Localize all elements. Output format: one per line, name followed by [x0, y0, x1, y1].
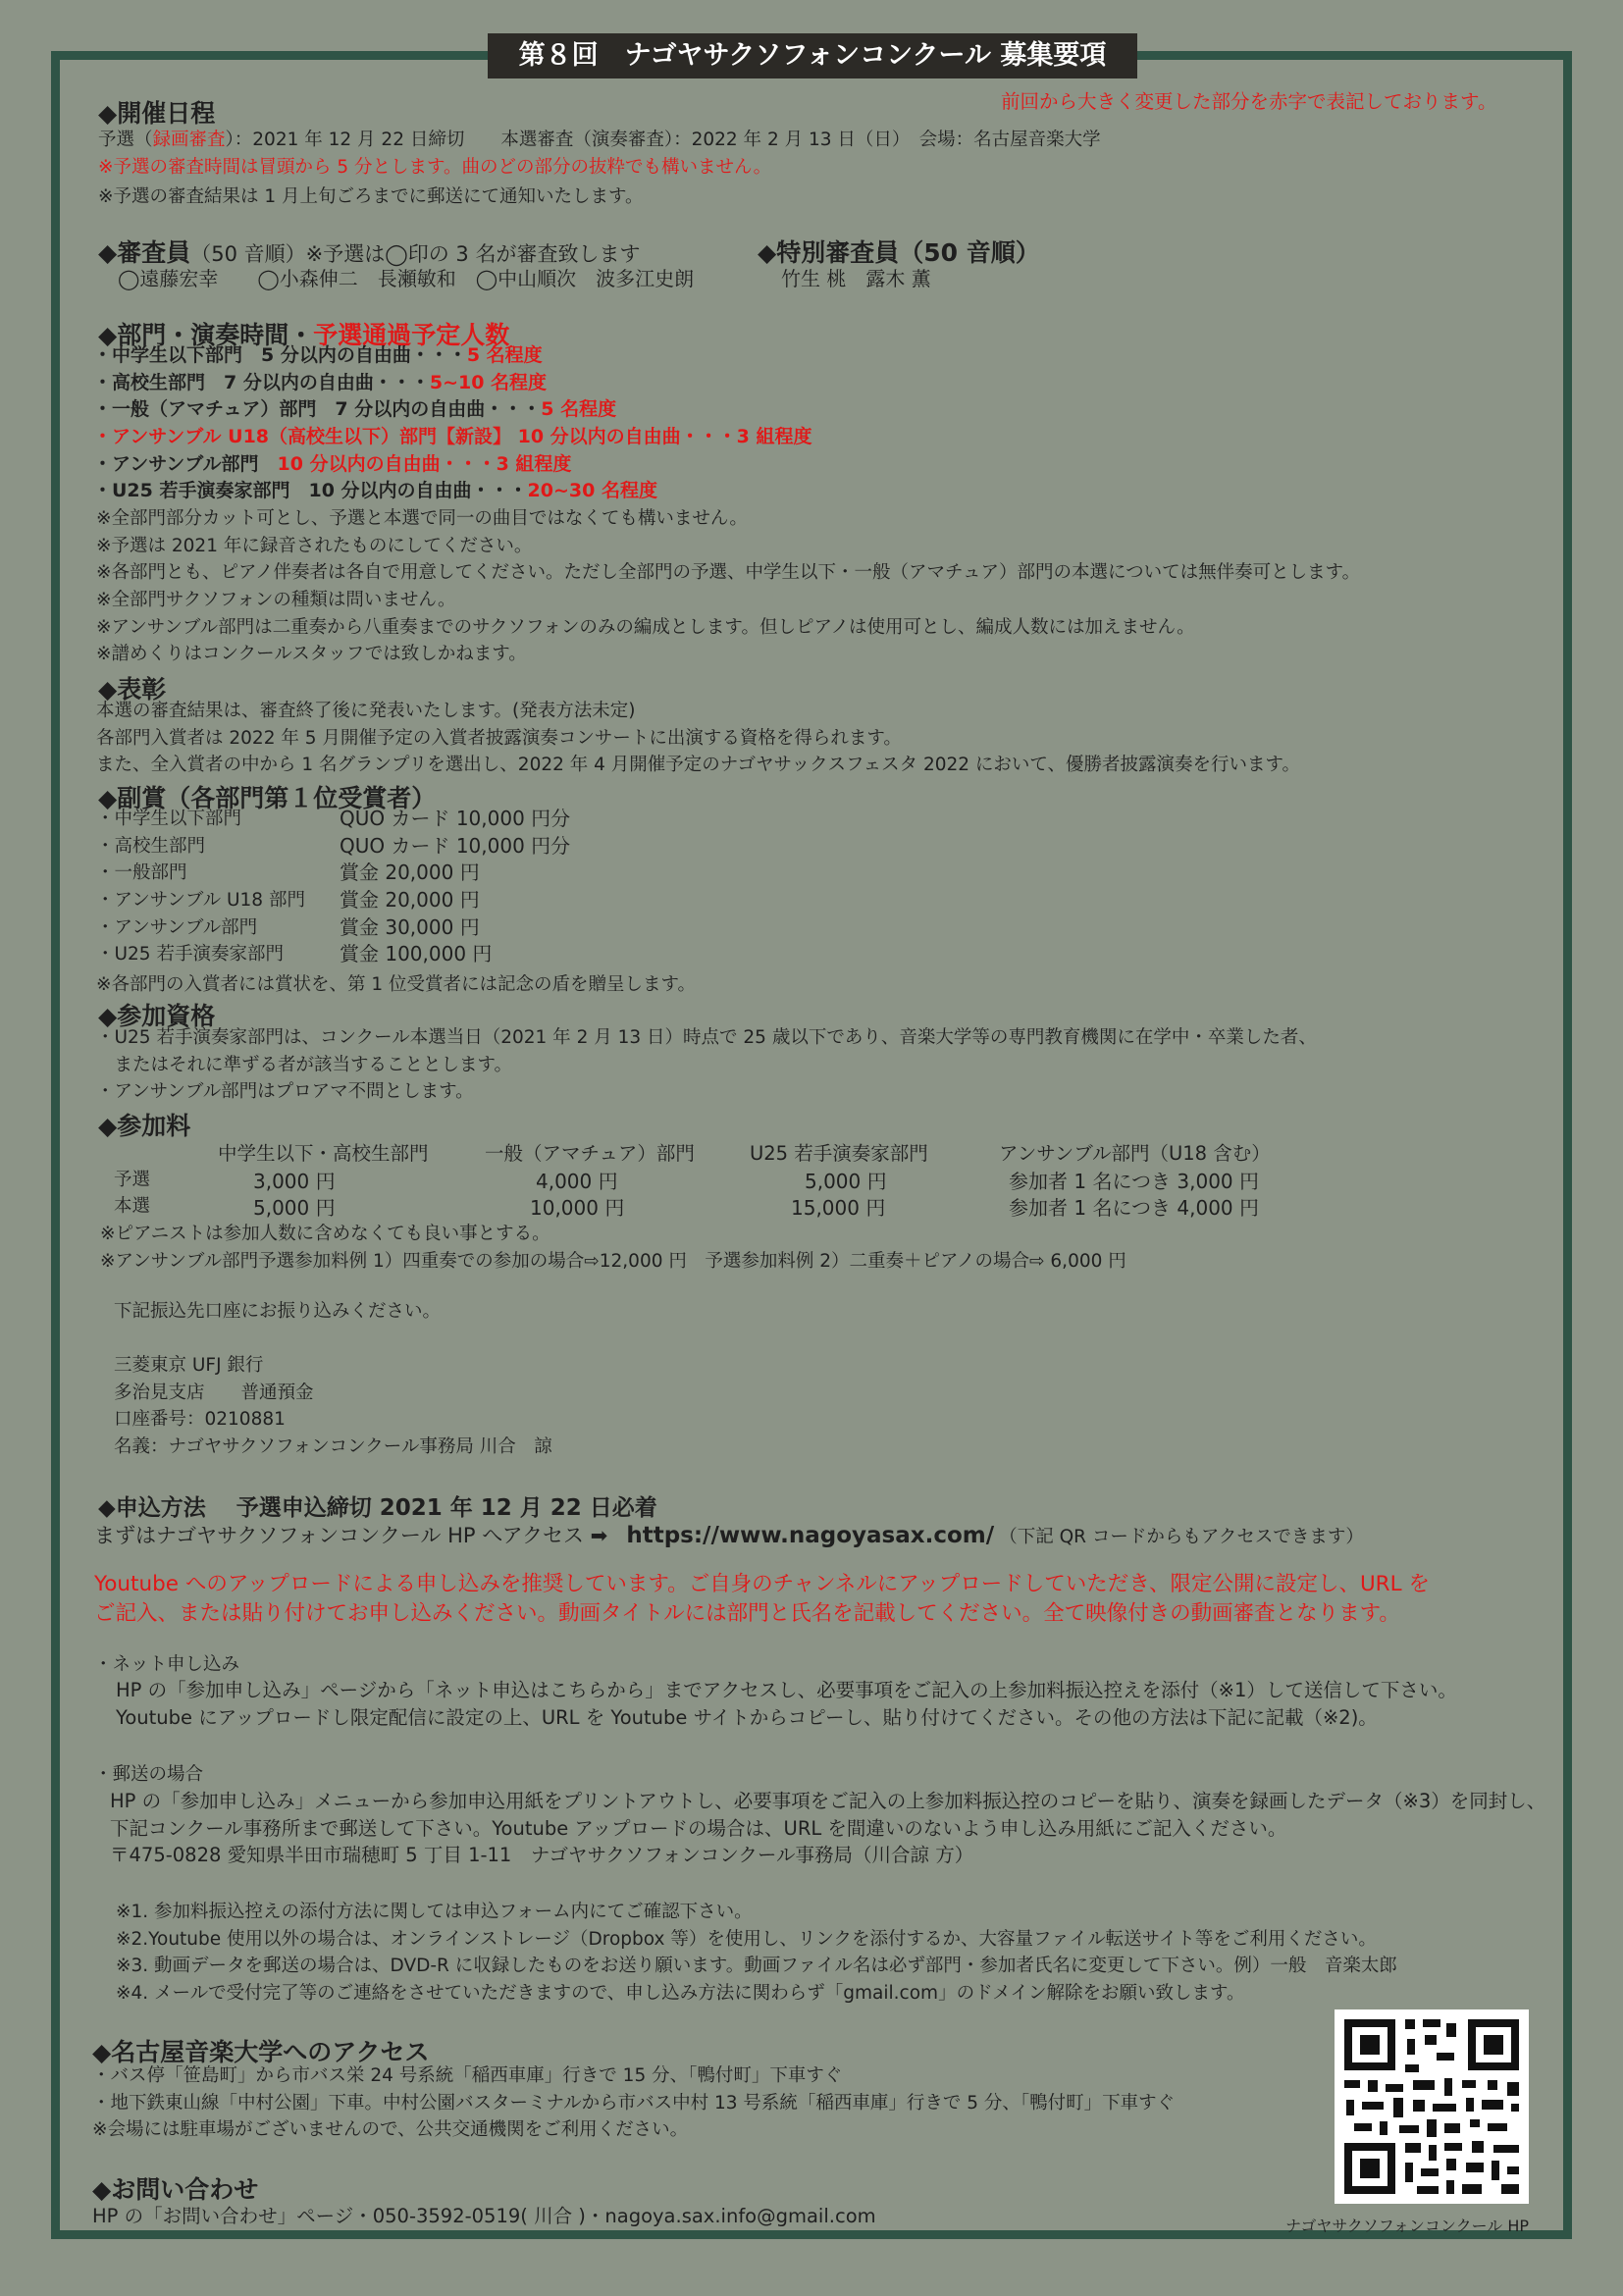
division-note: ※全部門サクソフォンの種類は問いません。 — [96, 590, 456, 611]
access-heading: ◆名古屋音楽大学へのアクセス — [92, 2038, 430, 2066]
page-title: 第８回 ナゴヤサクソフォンコンクール 募集要項 — [488, 33, 1137, 78]
division-item: ・中学生以下部門 5 分以内の自由曲・・・5 名程度 — [93, 344, 543, 366]
special-judges-names: 竹生 桃 露木 薫 — [781, 267, 931, 290]
qr-code-icon — [1335, 2009, 1529, 2204]
change-notice: 前回から大きく変更した部分を赤字で表記しております。 — [1001, 90, 1497, 113]
division-item: ・高校生部門 7 分以内の自由曲・・・5~10 名程度 — [93, 371, 548, 393]
net-apply-text: HP の「参加申し込み」ページから「ネット申込はこちらから」までアクセスし、必要事項をご記入の上参加料振込控えを添付（※1）して送信して下さい。 Youtube にアップロードし限定配信に設定の上、URL を Youtube サイトからコピーし、貼り付けてください。その他の方法は下記に記載（※2)。 — [116, 1679, 1457, 1729]
apply-footnotes: ※1. 参加料振込控えの添付方法に関しては申込フォーム内にてご確認下さい。 ※2.Youtube 使用以外の場合は、オンラインストレージ（Dropbox 等）を使用し、リンクを添付するか、大容量ファイル転送サイト等をご利用ください。 ※3. 動画データを郵送の場合は、DVD-R に収録したものをお送り願います。動画ファイル名は必ず部門・参加者氏名に変更して下さい。例）一般 音楽太郎 ※4. メールで受付完了等のご連絡をさせていただきますので、申し込み方法に関わらず「gmail.com」のドメイン解除をお願い致します。 — [116, 1902, 1397, 2005]
fee-row-label: 予選 — [114, 1170, 151, 1190]
qr-code[interactable] — [1335, 2009, 1529, 2204]
homepage-link[interactable]: https://www.nagoyasax.com/ — [626, 1523, 995, 1548]
fee-cell: 参加者 1 名につき 4,000 円 — [1009, 1196, 1260, 1220]
apply-hp-line: まずはナゴヤサクソフォンコンクール HP へアクセス ➡ https://www.nagoyasax.com/ （下記 QR コードからもアクセスできます） — [94, 1523, 1364, 1548]
contact-heading: ◆お問い合わせ — [92, 2175, 259, 2204]
bank-account: 三菱東京 UFJ 銀行 多治見支店 普通預金 口座番号：0210881 名義：ナゴヤサクソフォンコンクール事務局 川合 諒 — [114, 1355, 552, 1458]
access-text: ・バス停「笹島町」から市バス栄 24 号系統「稲西車庫」行きで 15 分、「鴨付町」下車すぐ ・地下鉄東山線「中村公園」下車。中村公園バスターミナルから市バス中村 13 号系統「稲西車庫」行きで 5 分、「鴨付町」下車すぐ ※会場には駐車場がございませんので、公共交通機関をご利用ください。 — [92, 2065, 1176, 2141]
qr-caption: ナゴヤサクソフォンコンクール HP — [1285, 2217, 1530, 2235]
division-notes — [96, 505, 1360, 668]
fee-cell: 4,000 円 — [536, 1170, 618, 1193]
fee-col-header: U25 若手演奏家部門 — [750, 1142, 928, 1165]
apply-heading: ◆申込方法 予選申込締切 2021 年 12 月 22 日必着 — [98, 1495, 657, 1521]
prizes-note: ※各部門の入賞者には賞状を、第 1 位受賞者には記念の盾を贈呈します。 — [96, 974, 697, 995]
schedule-heading: ◆開催日程 — [98, 99, 216, 128]
fee-cell: 3,000 円 — [253, 1170, 336, 1193]
fee-cell: 10,000 円 — [530, 1196, 625, 1220]
fee-cell: 15,000 円 — [791, 1196, 886, 1220]
mail-apply-heading: ・郵送の場合 — [94, 1764, 204, 1785]
schedule-line-1: 予選（録画審査）：2021 年 12 月 22 日締切 本選審査（演奏審査）：2022 年 2 月 13 日（日） 会場：名古屋音楽大学 — [98, 130, 1101, 150]
schedule-line-3: ※予選の審査結果は 1 月上旬ごろまでに郵送にて通知いたします。 — [98, 186, 644, 207]
fee-cell: 参加者 1 名につき 3,000 円 — [1009, 1170, 1260, 1193]
divisions-heading: ◆部門・演奏時間・予選通過予定人数 — [98, 321, 510, 349]
division-item: ・U25 若手演奏家部門 10 分以内の自由曲・・・20~30 名程度 — [93, 480, 657, 502]
prizes-heading: ◆副賞（各部門第１位受賞者） — [98, 784, 437, 812]
eligibility-text: ・U25 若手演奏家部門は、コンクール本選当日（2021 年 2 月 13 日）時点で 25 歳以下であり、音楽大学等の専門教育機関に在学中・卒業した者、 またはそれに準ずる者が該当することとします。 ・アンサンブル部門はプロアマ不問とします。 — [96, 1027, 1317, 1103]
fee-cell: 5,000 円 — [253, 1196, 336, 1220]
transfer-instruction: 下記振込先口座にお振り込みください。 — [114, 1301, 442, 1322]
judges-names: ◯遠藤宏幸 ◯小森伸二 長瀬敏和 ◯中山順次 波多江史朗 — [118, 267, 695, 290]
fee-row-label: 本選 — [114, 1196, 151, 1217]
division-item: ・アンサンブル部門 10 分以内の自由曲・・・3 組程度 — [93, 452, 572, 475]
division-note: ※譜めくりはコンクールスタッフでは致しかねます。 — [96, 644, 527, 665]
division-note: ※全部門部分カット可とし、予選と本選で同一の曲目ではなくても構いません。 — [96, 508, 748, 529]
mail-apply-text: HP の「参加申し込み」メニューから参加申込用紙をプリントアウトし、必要事項をご記入の上参加料振込控のコピーを貼り、演奏を録画したデータ（※3）を同封し、 下記コンクール事務所まで郵送して下さい。Youtube アップロードの場合は、URL を間違いのないよう申し込み用紙にご記入ください。 〒475-0828 愛知県半田市瑞穂町 5 丁目 1-11 ナゴヤサクソフォンコンクール事務局（川合諒 方） — [110, 1790, 1546, 1867]
judges-heading: ◆審査員（50 音順）※予選は◯印の 3 名が審査致します — [98, 238, 641, 267]
apply-red-notice: Youtube へのアップロードによる申し込みを推奨しています。ご自身のチャンネルにアップロードしていただき、限定公開に設定し、URL を ご記入、または貼り付けてお申し込みください。動画タイトルには部門と氏名を記載してください。全て映像付きの動画審査となります。 — [94, 1572, 1430, 1626]
fees-notes: ※ピアニストは参加人数に含めなくても良い事とする。 ※アンサンブル部門予選参加料例 1）四重奏での参加の場合⇨12,000 円 予選参加料例 2）二重奏＋ピアノの場合⇨ 6,000 円 — [100, 1224, 1126, 1272]
prizes-values: QUO カード 10,000 円分 QUO カード 10,000 円分 賞金 20,000 円 賞金 20,000 円 賞金 30,000 円 賞金 100,000 円 — [340, 807, 571, 966]
divisions-list — [93, 342, 812, 505]
fee-col-header: アンサンブル部門（U18 含む） — [999, 1142, 1271, 1165]
division-note: ※予選は 2021 年に録音されたものにしてください。 — [96, 535, 533, 556]
fee-col-header: 中学生以下・高校生部門 — [218, 1142, 429, 1165]
prizes-divisions: ・中学生以下部門 ・高校生部門 ・一般部門 ・アンサンブル U18 部門 ・アンサンブル部門 ・U25 若手演奏家部門 — [96, 809, 305, 965]
awards-heading: ◆表彰 — [98, 675, 167, 704]
division-item: ・アンサンブル U18（高校生以下）部門【新設】 10 分以内の自由曲・・・3 組程度 — [93, 426, 812, 448]
schedule-line-2: ※予選の審査時間は冒頭から 5 分とします。曲のどの部分の抜粋でも構いません。 — [98, 157, 772, 178]
fee-cell: 5,000 円 — [805, 1170, 887, 1193]
contact-line: HP の「お問い合わせ」ページ・050-3592-0519( 川合 )・nagoya.sax.info@gmail.com — [92, 2205, 876, 2227]
fee-col-header: 一般（アマチュア）部門 — [485, 1142, 695, 1165]
special-judges-heading: ◆特別審査員（50 音順） — [758, 238, 1040, 267]
eligibility-heading: ◆参加資格 — [98, 1002, 216, 1030]
awards-text: 本選の審査結果は、審査終了後に発表いたします。(発表方法未定) 各部門入賞者は 2022 年 5 月開催予定の入賞者披露演奏コンサートに出演する資格を得られます。 また、全入賞者の中から 1 名グランプリを選出し、2022 年 4 月開催予定のナゴヤサックスフェスタ 2022 において、優勝者披露演奏を行います。 — [96, 701, 1301, 776]
fees-heading: ◆参加料 — [98, 1112, 191, 1140]
division-note: ※アンサンブル部門は二重奏から八重奏までのサクソフォンのみの編成とします。但しピアノは使用可とし、編成人数には加えません。 — [96, 616, 1195, 638]
net-apply-heading: ・ネット申し込み — [94, 1654, 240, 1675]
division-item: ・一般（アマチュア）部門 7 分以内の自由曲・・・5 名程度 — [93, 398, 617, 421]
division-note: ※各部門とも、ピアノ伴奏者は各自で用意してください。ただし全部門の予選、中学生以下・一般（アマチュア）部門の本選については無伴奏可とします。 — [96, 562, 1361, 584]
